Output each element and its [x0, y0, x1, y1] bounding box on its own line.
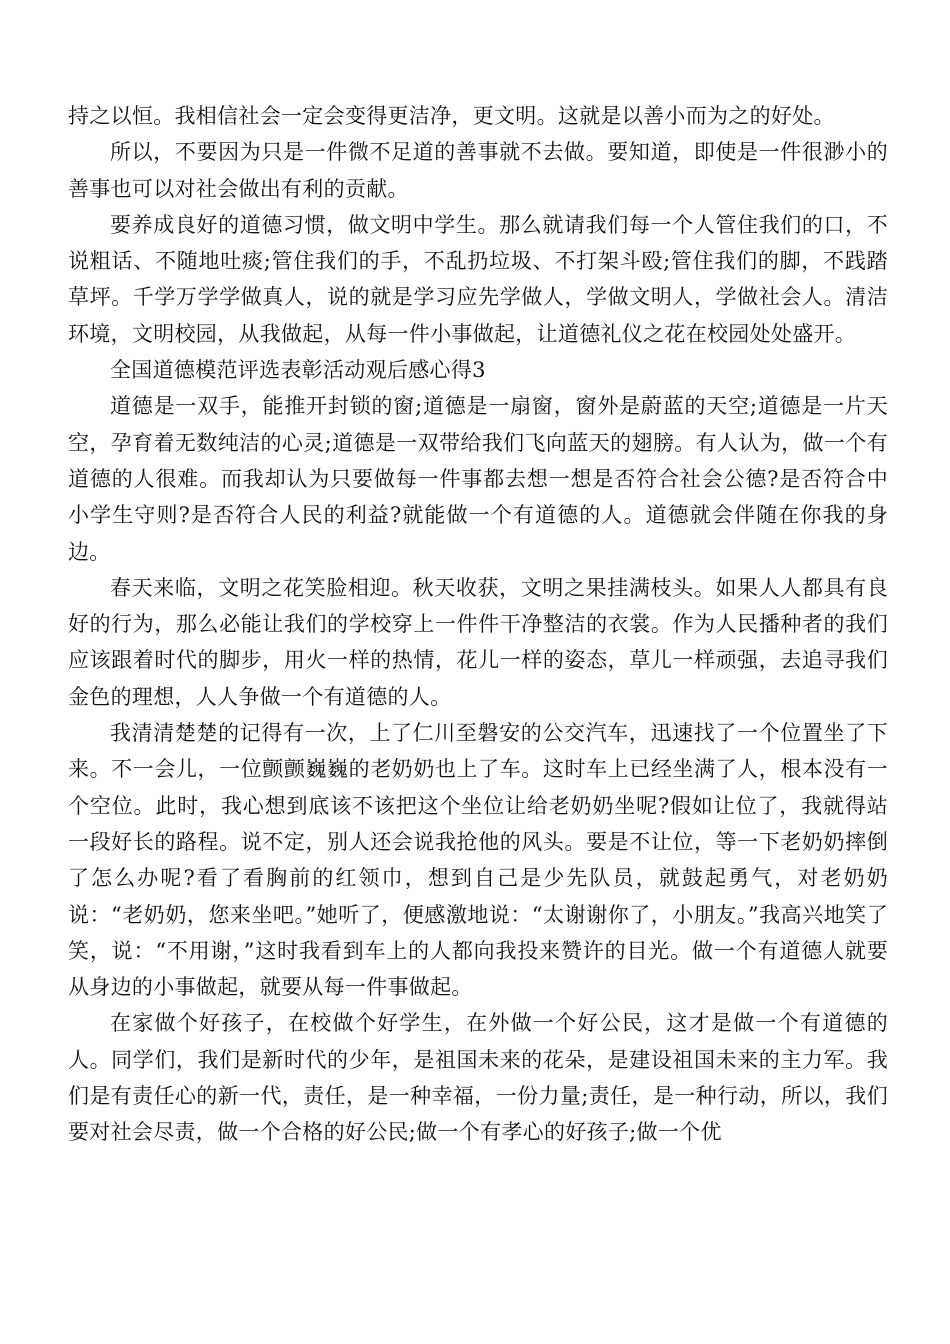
paragraph: 要养成良好的道德习惯，做文明中学生。那么就请我们每一个人管住我们的口，不说粗话、不随地吐痰;管住我们的手，不乱扔垃圾、不打架斗殴;管住我们的脚，不践踏草坪。千学万学学做真人，说的就是学习应先学做人，学做文明人，学做社会人。清洁环境，文明校园，从我做起，从每一件小事做起，让道德礼仪之花在校园处处盛开。	[68, 212, 888, 346]
paragraph: 在家做个好孩子，在校做个好学生，在外做一个好公民，这才是做一个有道德的人。同学们，我们是新时代的少年，是祖国未来的花朵，是建设祖国未来的主力军。我们是有责任心的新一代，责任，是一种幸福，一份力量;责任，是一种行动，所以，我们要对社会尽责，做一个合格的好公民;做一个有孝心的好孩子;做一个优	[68, 1011, 888, 1145]
paragraph: 所以，不要因为只是一件微不足道的善事就不去做。要知道，即使是一件很渺小的善事也可以对社会做出有利的贡献。	[68, 140, 888, 201]
paragraph-continuation: 持之以恒。我相信社会一定会变得更洁净，更文明。这就是以善小而为之的好处。	[68, 104, 835, 128]
paragraph: 我清清楚楚的记得有一次，上了仁川至磐安的公交汽车，迅速找了一个位置坐了下来。不一会儿，一位颤颤巍巍的老奶奶也上了车。这时车上已经坐满了人，根本没有一个空位。此时，我心想到底该不该把这个坐位让给老奶奶坐呢?假如让位了，我就得站一段好长的路程。说不定，别人还会说我抢他的风头。要是不让位，等一下老奶奶摔倒了怎么办呢?看了看胸前的红领巾，想到自己是少先队员，就鼓起勇气，对老奶奶说：“老奶奶，您来坐吧。”她听了，便感激地说：“太谢谢你了，小朋友。”我高兴地笑了笑，说：“不用谢，”这时我看到车上的人都向我投来赞许的目光。做一个有道德人就要从身边的小事做起，就要从每一件事做起。	[68, 721, 888, 1000]
section-heading: 全国道德模范评选表彰活动观后感心得3	[110, 358, 486, 383]
paragraph: 春天来临，文明之花笑脸相迎。秋天收获，文明之果挂满枝头。如果人人都具有良好的行为，那么必能让我们的学校穿上一件件干净整洁的衣裳。作为人民播种者的我们应该跟着时代的脚步，用火一样的热情，花儿一样的姿态，草儿一样顽强，去追寻我们金色的理想，人人争做一个有道德的人。	[68, 575, 888, 709]
paragraph: 道德是一双手，能推开封锁的窗;道德是一扇窗，窗外是蔚蓝的天空;道德是一片天空，孕育着无数纯洁的心灵;道德是一双带给我们飞向蓝天的翅膀。有人认为，做一个有道德的人很难。而我却认为只要做每一件事都去想一想是否符合社会公德?是否符合中小学生守则?是否符合人民的利益?就能做一个有道德的人。道德就会伴随在你我的身边。	[68, 394, 888, 564]
document-body	[68, 98, 888, 1151]
